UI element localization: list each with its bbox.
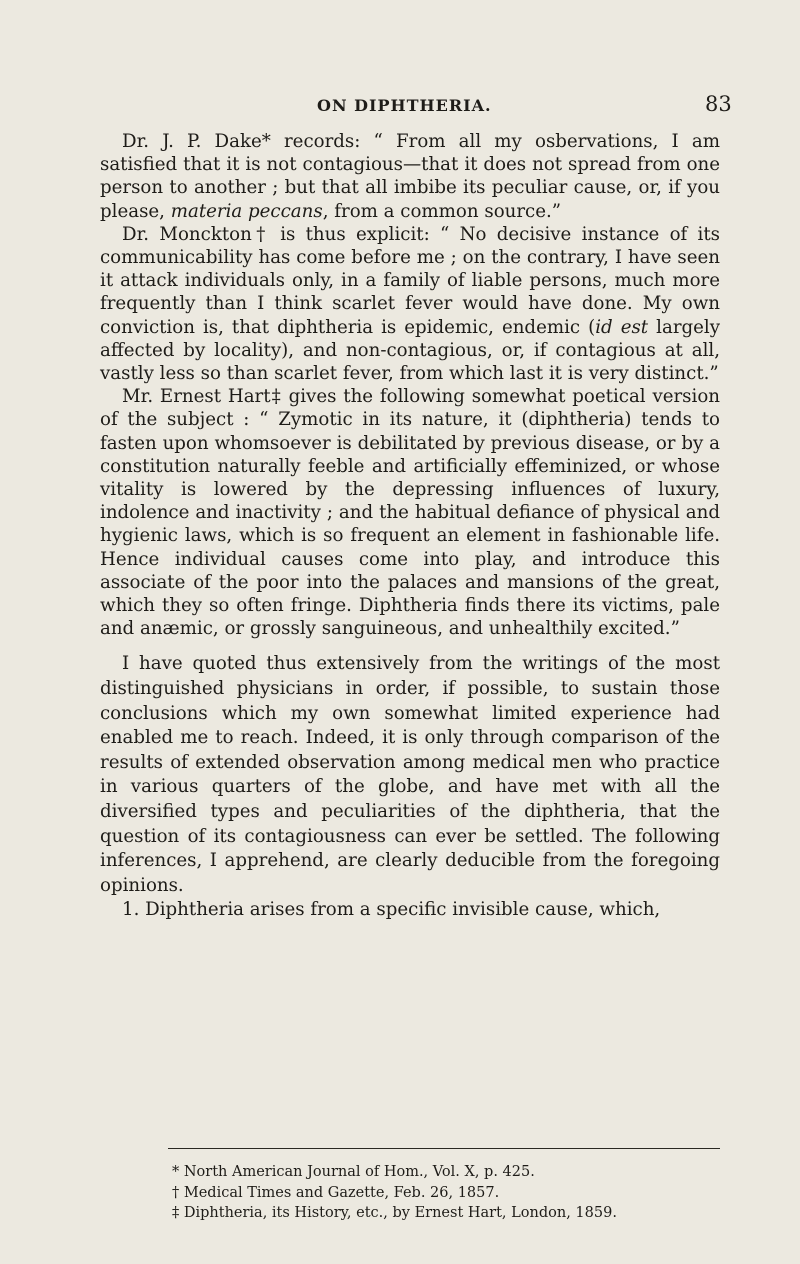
footnote: † Medical Times and Gazette, Feb. 26, 1857. bbox=[172, 1184, 500, 1201]
body-text bbox=[100, 130, 720, 923]
footnotes bbox=[100, 1162, 720, 1224]
paragraph-hart: Mr. Ernest Hart‡ gives the following somewhat poetical version of the subject : “ Zymotic in its nature, it (diphtheria) tends to fasten upon whomsoever is debilitated by previous disease, or by a constitution naturally feeble and artificially effeminized, or whose vitality is lowered by the depressing influences of luxury, indolence and inactivity ; and the habitual defiance of physical and hygienic laws, which is so frequent an element in fashionable life. Hence individual causes come into play, and introduce this associate of the poor into the palaces and mansions of the great, which they so often fringe. Diphtheria finds there its victims, pale and anæmic, or grossly sanguineous, and unhealthily excited.” bbox=[100, 386, 720, 640]
paragraph-author-conclusion: I have quoted thus extensively from the writings of the most distinguished physicians in order, if possible, to sustain those conclusions which my own somewhat limited experience had enabled me to reach. Indeed, it is only through comparison of the results of extended observation among medical men who practice in various quarters of the globe, and have met with all the diversified types and peculiarities of the diphtheria, that the question of its contagiousness can ever be settled. The following inferences, I apprehend, are clearly deducible from the foregoing opinions. bbox=[100, 653, 720, 896]
footnote: * North American Journal of Hom., Vol. X, p. 425. bbox=[172, 1164, 535, 1180]
page-number: 83 bbox=[705, 92, 732, 116]
paragraph-dake: Dr. J. P. Dake* records: “ From all my osbervations, I am satisfied that it is not contagious—that it does not spread from one person to another ; but that all imbibe its peculiar cause, or, if you please, materia peccans, from a common source.” bbox=[100, 131, 720, 222]
running-head bbox=[0, 92, 800, 120]
numbered-inference-1: 1. Diphtheria arises from a specific invisible cause, which, bbox=[122, 899, 661, 921]
footnote-divider bbox=[168, 1148, 720, 1149]
footnote: ‡ Diphtheria, its History, etc., by Ernest Hart, London, 1859. bbox=[172, 1205, 617, 1221]
running-title: ON DIPHTHERIA. bbox=[317, 96, 492, 115]
latin-phrase: id est bbox=[595, 316, 649, 338]
latin-phrase: materia peccans bbox=[170, 200, 323, 222]
paragraph-monckton: Dr. Monckton† is thus explicit: “ No decisive instance of its communicability has come before me ; on the contrary, I have seen it attack individuals only, in a family of liable persons, much more frequently than I think scarlet fever would have done. My own conviction is, that diphtheria is epidemic, endemic (id est largely affected by locality), and non-contagious, or, if contagious at all, vastly less so than scarlet fever, from which last it is very distinct.” bbox=[100, 223, 721, 385]
